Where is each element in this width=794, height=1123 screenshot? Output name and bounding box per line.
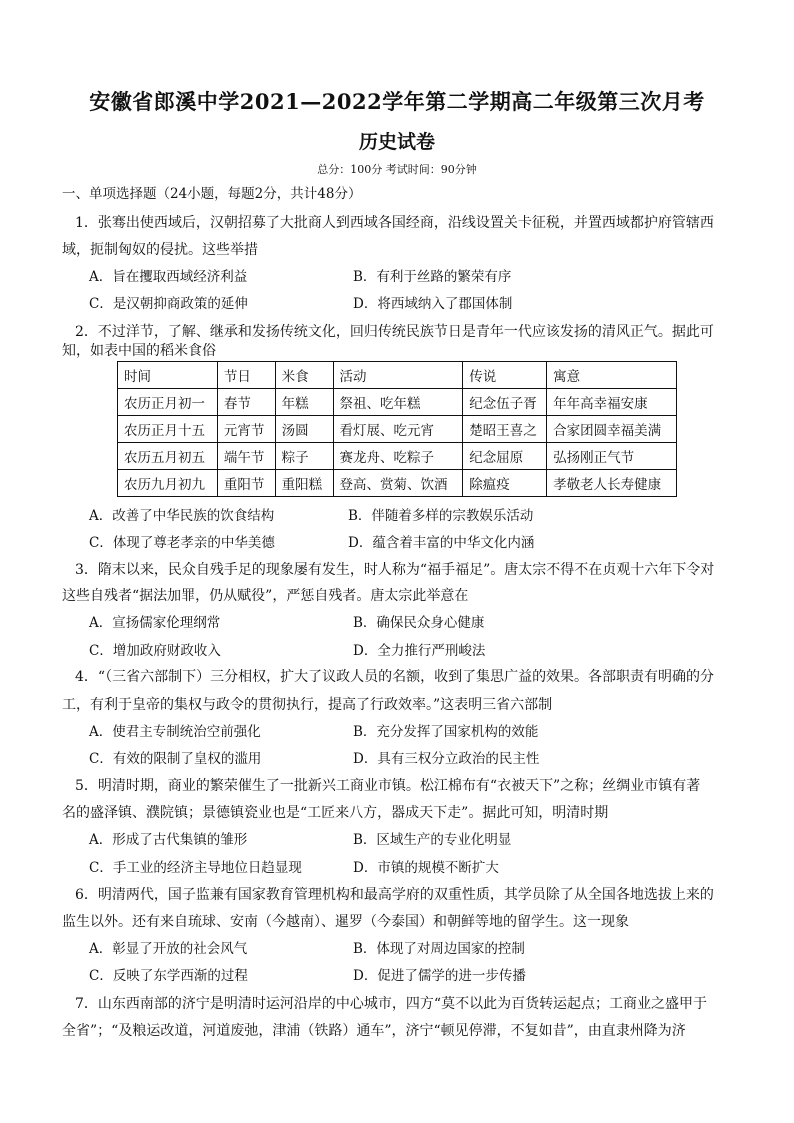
q4-option-a: A．使君主专制统治空前强化 xyxy=(89,724,261,740)
q6-stem-line-1: 6．明清两代，国子监兼有国家教育管理机构和最高学府的双重性质，其学员除了从全国各地选拔上来的 xyxy=(75,887,714,903)
q2-option-c: C．体现了尊老孝亲的中华美德 xyxy=(89,535,275,551)
q2-stem-line-2: 知，如表中国的稻米食俗 xyxy=(62,343,216,359)
q3-option-c: C．增加政府财政收入 xyxy=(89,643,221,659)
table-header-cell: 活动 xyxy=(333,362,463,389)
q2-option-b: B．伴随着多样的宗教娱乐活动 xyxy=(348,508,534,524)
table-cell: 弘扬刚正气节 xyxy=(547,443,677,470)
q6-option-c: C．反映了东学西渐的过程 xyxy=(89,968,248,984)
q1-option-a: A．旨在攫取西域经济利益 xyxy=(89,269,248,285)
q6-stem-line-2: 监生以外。还有来自琉球、安南（今越南）、暹罗（今泰国）和朝鲜等地的留学生。这一现象 xyxy=(62,914,629,930)
q1-stem-line-2: 域，扼制匈奴的侵扰。这些举措 xyxy=(62,242,258,258)
table-row xyxy=(118,470,677,497)
rice-customs-table xyxy=(117,361,677,497)
table-header-cell: 时间 xyxy=(118,362,218,389)
q5-option-b: B．区域生产的专业化明显 xyxy=(353,832,512,848)
q6-option-b: B．体现了对周边国家的控制 xyxy=(353,941,525,957)
exam-meta: 总分：100分 考试时间：90分钟 xyxy=(317,163,477,176)
table-cell: 看灯展、吃元宵 xyxy=(333,416,463,443)
q5-stem-line-2: 名的盛泽镇、濮院镇；景德镇瓷业也是“工匠来八方，器成天下走”。据此可知，明清时期 xyxy=(62,805,609,821)
q7-stem-line-1: 7．山东西南部的济宁是明清时运河沿岸的中心城市，四方“莫不以此为百货转运起点；工商业之盛甲于 xyxy=(75,996,708,1012)
table-cell: 端午节 xyxy=(217,443,275,470)
table-cell: 祭祖、吃年糕 xyxy=(333,389,463,416)
q6-option-d: D．促进了儒学的进一步传播 xyxy=(353,968,526,984)
table-header-cell: 节日 xyxy=(217,362,275,389)
table-cell: 赛龙舟、吃粽子 xyxy=(333,443,463,470)
table-cell: 元宵节 xyxy=(217,416,275,443)
table-cell: 登高、赏菊、饮酒 xyxy=(333,470,463,497)
q4-option-c: C．有效的限制了皇权的滥用 xyxy=(89,751,262,767)
table-cell: 楚昭王喜之 xyxy=(463,416,547,443)
table-header-cell: 寓意 xyxy=(547,362,677,389)
table-header-cell: 传说 xyxy=(463,362,547,389)
table-cell: 重阳糕 xyxy=(275,470,333,497)
table-cell: 粽子 xyxy=(275,443,333,470)
q5-option-c: C．手工业的经济主导地位日趋显现 xyxy=(89,860,302,876)
q3-option-d: D．全力推行严刑峻法 xyxy=(353,643,486,659)
q2-option-a: A．改善了中华民族的饮食结构 xyxy=(89,508,275,524)
exam-title: 安徽省郎溪中学2021—2022学年第二学期高二年级第三次月考 xyxy=(89,89,705,114)
table-row xyxy=(118,389,677,416)
table-cell: 纪念屈原 xyxy=(463,443,547,470)
table-cell: 合家团圆幸福美满 xyxy=(547,416,677,443)
table-cell: 除瘟疫 xyxy=(463,470,547,497)
table-cell: 纪念伍子胥 xyxy=(463,389,547,416)
table-cell: 农历五月初五 xyxy=(118,443,218,470)
q6-option-a: A．彰显了开放的社会风气 xyxy=(89,941,248,957)
q1-stem-line-1: 1．张骞出使西域后，汉朝招募了大批商人到西域各国经商，沿线设置关卡征税，并置西域都护府管辖西 xyxy=(75,215,714,231)
q4-stem-line-1: 4．“（三省六部制下）三分相权，扩大了议政人员的名额，收到了集思广益的效果。各部职责有明确的分 xyxy=(75,669,715,685)
table-cell: 孝敬老人长寿健康 xyxy=(547,470,677,497)
q5-option-d: D．市镇的规模不断扩大 xyxy=(353,860,499,876)
table-cell: 汤圆 xyxy=(275,416,333,443)
table-cell: 年糕 xyxy=(275,389,333,416)
q3-option-b: B．确保民众身心健康 xyxy=(353,615,485,631)
q2-stem-line-1: 2．不过洋节，了解、继承和发扬传统文化，回归传统民族节日是青年一代应该发扬的清风正气。据此可 xyxy=(75,324,714,340)
q3-option-a: A．宣扬儒家伦理纲常 xyxy=(89,615,221,631)
q1-option-c: C．是汉朝抑商政策的延伸 xyxy=(89,296,248,312)
q5-stem-line-1: 5．明清时期，商业的繁荣催生了一批新兴工商业市镇。松江棉布有“衣被天下”之称；丝绸业市镇有著 xyxy=(75,778,701,794)
q1-option-b: B．有利于丝路的繁荣有序 xyxy=(353,269,512,285)
q4-stem-line-2: 工，有利于皇帝的集权与政令的贯彻执行，提高了行政效率。”这表明三省六部制 xyxy=(62,697,553,713)
q4-option-d: D．具有三权分立政治的民主性 xyxy=(353,751,540,767)
table-header-cell: 米食 xyxy=(275,362,333,389)
table-cell: 农历正月十五 xyxy=(118,416,218,443)
q1-option-d: D．将西域纳入了郡国体制 xyxy=(353,296,513,312)
q5-option-a: A．形成了古代集镇的雏形 xyxy=(89,832,248,848)
table-cell: 年年高幸福安康 xyxy=(547,389,677,416)
table-cell: 农历正月初一 xyxy=(118,389,218,416)
table-row xyxy=(118,416,677,443)
section-heading: 一、单项选择题（24小题，每题2分，共计48分） xyxy=(62,186,362,202)
q4-option-b: B．充分发挥了国家机构的效能 xyxy=(353,724,539,740)
table-row xyxy=(118,443,677,470)
q3-stem-line-1: 3．隋末以来，民众自残手足的现象屡有发生，时人称为“福手福足”。唐太宗不得不在贞观十六年下令对 xyxy=(75,562,715,578)
q3-stem-line-2: 这些自残者“据法加罪，仍从赋役”，严惩自残者。唐太宗此举意在 xyxy=(62,588,469,604)
exam-subject: 历史试卷 xyxy=(358,131,435,153)
table-cell: 农历九月初九 xyxy=(118,470,218,497)
q2-option-d: D．蕴含着丰富的中华文化内涵 xyxy=(348,535,535,551)
table-cell: 重阳节 xyxy=(217,470,275,497)
table-header-row xyxy=(118,362,677,389)
q7-stem-line-2: 全省”；“及粮运改道，河道废弛，津浦（铁路）通车”，济宁“顿见停滞，不复如昔”，由直隶州降为济 xyxy=(62,1023,686,1039)
table-cell: 春节 xyxy=(217,389,275,416)
